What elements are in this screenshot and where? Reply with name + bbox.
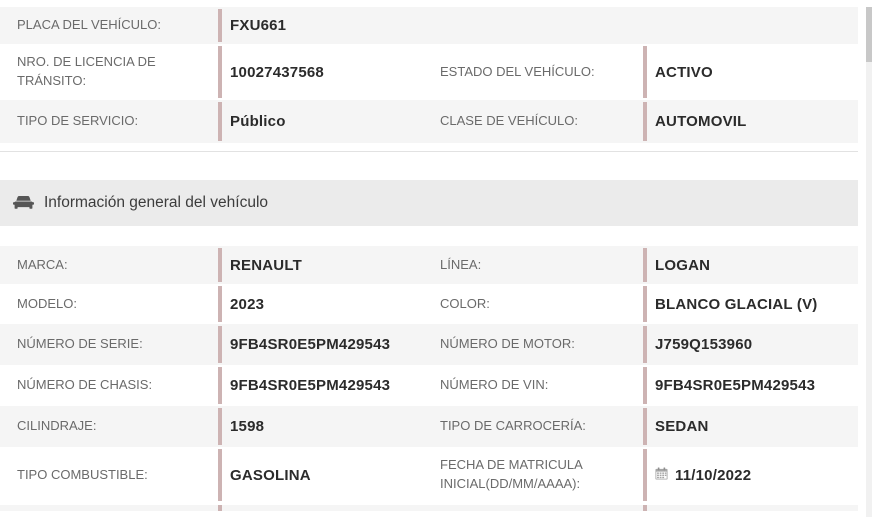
- section-header-general-info: [0, 180, 858, 226]
- field-value-licencia: 10027437568: [218, 44, 438, 100]
- field-label-linea: LÍNEA:: [440, 256, 482, 272]
- field-label-carroceria: TIPO DE CARROCERÍA:: [440, 418, 586, 434]
- field-label-estado: ESTADO DEL VEHÍCULO:: [440, 63, 595, 79]
- field-value-fecha-matricula: [643, 447, 858, 503]
- field-value-placa: FXU661: [218, 7, 858, 44]
- field-label-motor: NÚMERO DE MOTOR:: [440, 336, 575, 352]
- vertical-scrollbar-thumb[interactable]: [866, 7, 872, 62]
- field-label-placa: PLACA DEL VEHÍCULO:: [17, 17, 162, 33]
- table-row: [0, 100, 858, 143]
- field-label-color: COLOR:: [440, 295, 490, 311]
- field-value-combustible: GASOLINA: [218, 447, 438, 503]
- field-label-servicio: TIPO DE SERVICIO:: [17, 113, 139, 129]
- fecha-matricula-date: 11/10/2022: [675, 466, 752, 484]
- vehicle-info-panel: [0, 7, 858, 511]
- field-label-clase: CLASE DE VEHÍCULO:: [440, 113, 578, 129]
- field-label-vin: NÚMERO DE VIN:: [440, 377, 549, 393]
- field-value-chasis: 9FB4SR0E5PM429543: [218, 365, 438, 406]
- field-value-vin: 9FB4SR0E5PM429543: [643, 365, 858, 406]
- table-row: [0, 365, 858, 406]
- field-label-modelo: MODELO:: [17, 295, 77, 311]
- table-row: [0, 246, 858, 284]
- field-label-cutoff: [0, 505, 218, 511]
- field-label-cutoff: [438, 505, 643, 511]
- car-icon: [13, 196, 34, 211]
- field-value-serie: 9FB4SR0E5PM429543: [218, 324, 438, 365]
- field-value-cutoff: [643, 505, 858, 511]
- field-value-motor: J759Q153960: [643, 324, 858, 365]
- table-row: [0, 44, 858, 100]
- field-value-modelo: 2023: [218, 284, 438, 324]
- field-label-chasis: NÚMERO DE CHASIS:: [17, 377, 153, 393]
- field-value-linea: LOGAN: [643, 246, 858, 284]
- field-label-licencia: NRO. DE LICENCIA DE TRÁNSITO:: [17, 54, 156, 88]
- table-row: [0, 324, 858, 365]
- section-title: Información general del vehículo: [44, 194, 269, 211]
- table-row: [0, 406, 858, 447]
- table-row: [0, 447, 858, 503]
- table-row-partial: [0, 505, 858, 511]
- field-value-clase: AUTOMOVIL: [643, 100, 858, 143]
- field-label-serie: NÚMERO DE SERIE:: [17, 336, 143, 352]
- field-label-combustible: TIPO COMBUSTIBLE:: [17, 466, 148, 482]
- field-label-fecha-matricula: FECHA DE MATRICULA INICIAL(DD/MM/AAAA):: [440, 457, 583, 491]
- field-value-color: BLANCO GLACIAL (V): [643, 284, 858, 324]
- table-row: [0, 284, 858, 324]
- summary-table: [0, 7, 858, 152]
- vertical-scrollbar-track[interactable]: [866, 7, 872, 517]
- general-info-table: [0, 246, 858, 511]
- field-value-cilindraje: 1598: [218, 406, 438, 447]
- field-value-estado: ACTIVO: [643, 44, 858, 100]
- field-value-cutoff: [218, 505, 438, 511]
- table-row: [0, 7, 858, 44]
- field-value-servicio: Público: [218, 100, 438, 143]
- field-label-cilindraje: CILINDRAJE:: [17, 418, 97, 434]
- calendar-icon: [655, 467, 668, 484]
- field-value-marca: RENAULT: [218, 246, 438, 284]
- field-label-marca: MARCA:: [17, 256, 68, 272]
- field-value-carroceria: SEDAN: [643, 406, 858, 447]
